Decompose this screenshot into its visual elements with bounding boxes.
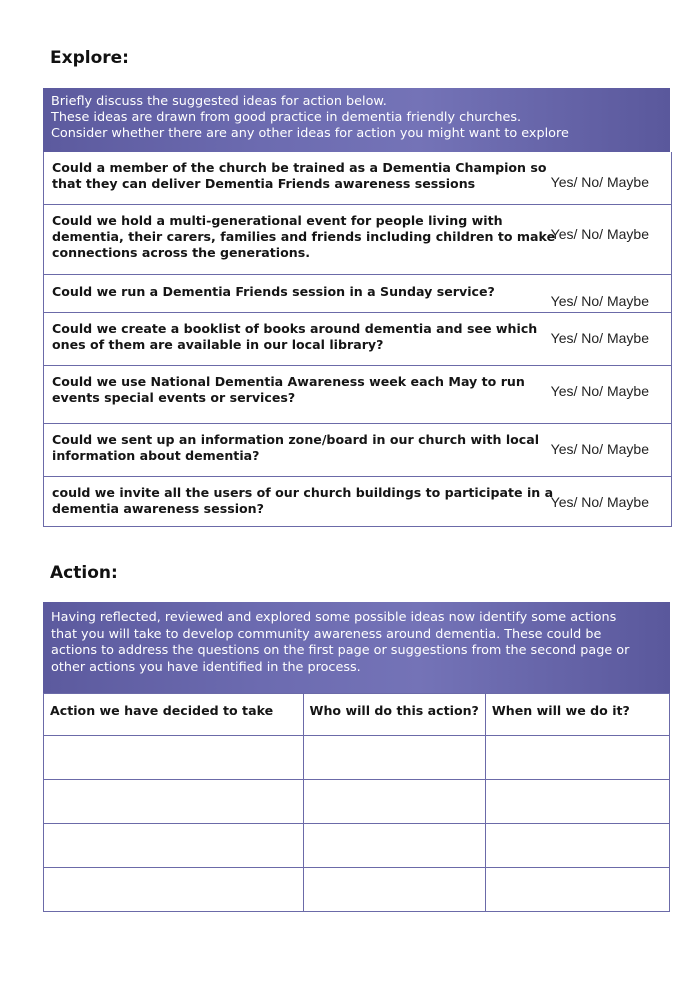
action-table-row [44, 868, 670, 912]
answer-options[interactable]: Yes/ No/ Maybe [550, 494, 649, 510]
explore-heading: Explore: [50, 48, 129, 68]
explore-intro-line: Briefly discuss the suggested ideas for action below. [51, 94, 387, 109]
question-line: that they can deliver Dementia Friends awareness sessions [52, 176, 476, 191]
action-intro-banner [43, 602, 670, 693]
question-line: ones of them are available in our local library? [52, 337, 384, 352]
action-table-row [44, 780, 670, 824]
question-row [44, 152, 671, 205]
question-line: Could we sent up an information zone/board in our church with local [52, 432, 540, 447]
who-cell[interactable] [303, 780, 485, 824]
action-intro-line: other actions you have identified in the process. [51, 659, 361, 675]
action-plan-table [43, 693, 670, 912]
question-row [44, 275, 671, 313]
question-line: events special events or services? [52, 390, 296, 405]
action-heading: Action: [50, 563, 118, 583]
question-text [52, 213, 556, 261]
column-header-when: When will we do it? [485, 694, 669, 736]
answer-options[interactable]: Yes/ No/ Maybe [550, 293, 649, 309]
explore-intro-line: These ideas are drawn from good practice in dementia friendly churches. [51, 110, 522, 125]
action-cell[interactable] [44, 736, 304, 780]
question-text [52, 284, 532, 300]
question-line: Could we run a Dementia Friends session in a Sunday service? [52, 284, 495, 299]
question-line: connections across the generations. [52, 245, 311, 260]
question-text [52, 485, 554, 517]
explore-intro-line: Consider whether there are any other ideas for action you might want to explore [51, 126, 569, 141]
question-line: Could we hold a multi-generational event for people living with [52, 213, 503, 228]
answer-options[interactable]: Yes/ No/ Maybe [550, 383, 649, 399]
answer-options[interactable]: Yes/ No/ Maybe [550, 330, 649, 346]
question-line: could we invite all the users of our church buildings to participate in a [52, 485, 554, 500]
when-cell[interactable] [485, 868, 669, 912]
answer-options[interactable]: Yes/ No/ Maybe [550, 226, 649, 242]
action-table-header-row [44, 694, 670, 736]
column-header-action: Action we have decided to take [44, 694, 304, 736]
question-text [52, 160, 547, 192]
question-line: dementia awareness session? [52, 501, 264, 516]
question-text [52, 374, 532, 406]
action-intro-line: Having reflected, reviewed and explored some possible ideas now identify some actions [51, 610, 617, 625]
when-cell[interactable] [485, 824, 669, 868]
question-row [44, 366, 671, 424]
action-intro-line: actions to address the questions on the first page or suggestions from the second page or [51, 643, 630, 658]
question-line: Could we use National Dementia Awareness week each May to run [52, 374, 525, 389]
who-cell[interactable] [303, 868, 485, 912]
question-line: Could a member of the church be trained as a Dementia Champion so [52, 160, 547, 175]
explore-intro-banner [43, 88, 670, 152]
question-text [52, 321, 538, 353]
when-cell[interactable] [485, 736, 669, 780]
question-row [44, 313, 671, 366]
explore-questions-table [43, 152, 672, 527]
question-text [52, 432, 540, 464]
when-cell[interactable] [485, 780, 669, 824]
action-cell[interactable] [44, 824, 304, 868]
answer-options[interactable]: Yes/ No/ Maybe [550, 441, 649, 457]
action-table-row [44, 824, 670, 868]
question-row [44, 477, 671, 527]
question-row [44, 205, 671, 275]
action-table-row [44, 736, 670, 780]
action-intro-line: that you will take to develop community awareness around dementia. These could be [51, 626, 602, 642]
answer-options[interactable]: Yes/ No/ Maybe [550, 174, 649, 190]
question-line: Could we create a booklist of books around dementia and see which [52, 321, 538, 336]
who-cell[interactable] [303, 736, 485, 780]
question-line: information about dementia? [52, 448, 260, 463]
action-cell[interactable] [44, 780, 304, 824]
question-row [44, 424, 671, 477]
action-cell[interactable] [44, 868, 304, 912]
question-line: dementia, their carers, families and friends including children to make [52, 229, 556, 244]
who-cell[interactable] [303, 824, 485, 868]
column-header-who: Who will do this action? [303, 694, 485, 736]
